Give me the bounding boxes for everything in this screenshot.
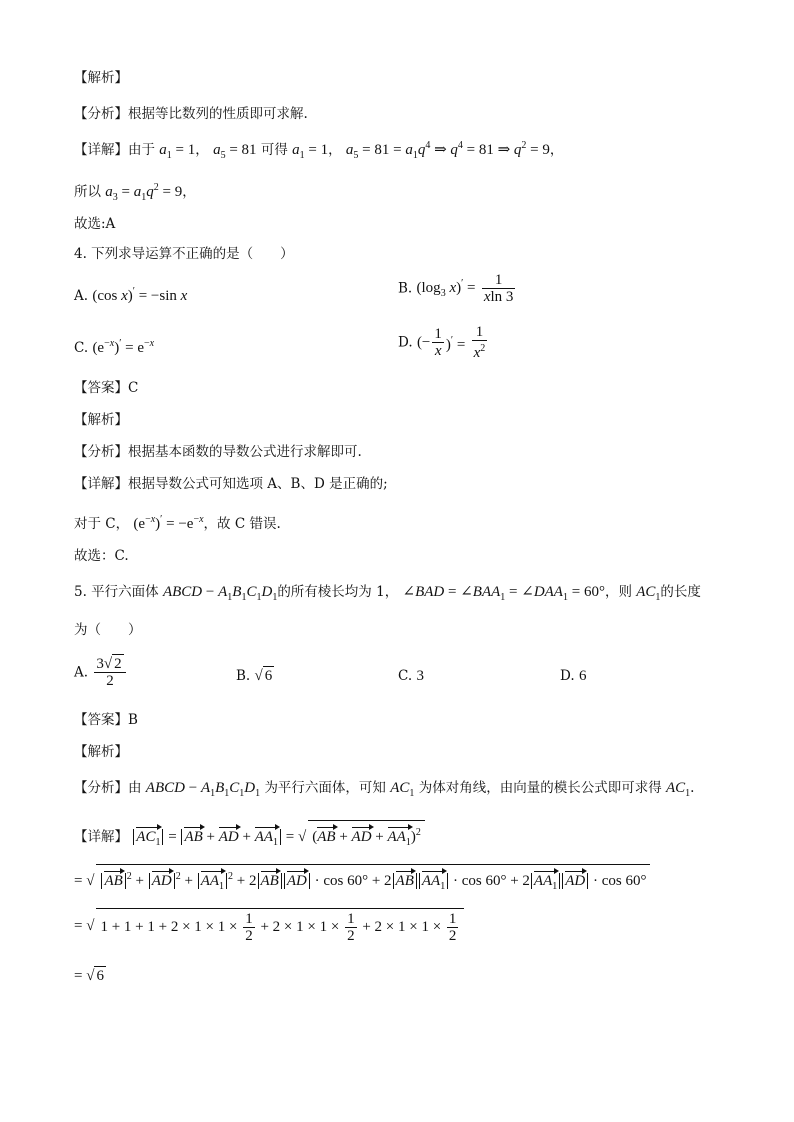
q4-option-c: C. $(e^{-x})' = e^{-x}$ [74, 338, 155, 356]
fenxi-1: 【分析】根据等比数列的性质即可求解. [74, 106, 308, 122]
q5-stem: 5. 平行六面体 ABCD − $A_1B_1C_1D_1$的所有棱长均为 1， ∠BAD = $\angle BAA_1$ = $\angle DAA_1 = 60^\circ$，则 $AC_1$的长度 [74, 584, 701, 603]
guxuan-a: 故选:A [74, 216, 116, 232]
q5-xiangjie-line2: = √ AB $^2$ + AD $^2 + AA_1^2 + 2$ AB AD · cos 60° + 2 AB $AA_1 \cdot \cos 60^\circ + 2$ $AA_1$ AD · cos 60° [74, 864, 650, 897]
q4-answer: 【答案】C [74, 380, 139, 396]
q5-option-a: A. $\frac{3√ 2}{2}$ [74, 656, 128, 689]
q5-option-c: C. 3 [398, 668, 424, 684]
q5-jiexi: 【解析】 [74, 744, 128, 760]
jiexi-heading-1: 【解析】 [74, 70, 128, 86]
q5-xiangjie-line1: 【详解】 $AC_1$ = AB + AD + $AA_1$ = √ (AB + AD + $AA_1)^2$ [74, 820, 425, 853]
q4-option-b: B. ($\log_3$ x)′ = $\frac{1}{xln 3}$ [398, 272, 514, 305]
q5-answer: 【答案】B [74, 712, 138, 728]
q5-stem-2: 为（ ） [74, 622, 142, 638]
q5-option-b: B. √ 6 [236, 668, 273, 684]
q4-guxuan: 故选：C. [74, 548, 129, 564]
q4-duiyu: 对于 C， $(e^{-x})' = -e^{-x}$，故 C 错误. [74, 514, 281, 532]
q4-jiexi: 【解析】 [74, 412, 128, 428]
xiangjie-1: 【详解】由于 $a_1 = 1$， $a_5 = 81$ 可得 $a_1 = 1$， $a_5 = 81 = a_1q^4$ ⇒ $q^4 = 81$ ⇒ $q^2 = 9$， [74, 140, 564, 161]
q4-xiangjie: 【详解】根据导数公式可知选项 A、B、D 是正确的; [74, 476, 388, 492]
q5-xiangjie-line3: = √ 1 + 1 + 1 + 2 × 1 × 1 × $\frac{1}{2}$ + 2 × 1 × 1 × $\frac{1}{2}$ + 2 × 1 × 1 × $\frac{1}{2}$ [74, 908, 464, 944]
q4-fenxi: 【分析】根据基本函数的导数公式进行求解即可. [74, 444, 362, 460]
q4-option-d: D. (− $\frac{1}{x}$ )′ = $\frac{1}{x^2}$ [398, 324, 486, 361]
q4-stem: 4. 下列求导运算不正确的是（ ） [74, 246, 294, 262]
q4-option-a: A. (cos x)′ = −sin x [74, 286, 188, 304]
q5-xiangjie-line4: = √ 6 [74, 968, 104, 984]
q5-fenxi: 【分析】由 ABCD − $A_1B_1C_1D_1$ 为平行六面体，可知 $AC_1$ 为体对角线，由向量的模长公式即可求得 $AC_1$. [74, 780, 695, 799]
suoyi-line: 所以 $a_3 = a_1q^2 = 9$， [74, 182, 196, 203]
q5-option-d: D. 6 [560, 668, 587, 684]
